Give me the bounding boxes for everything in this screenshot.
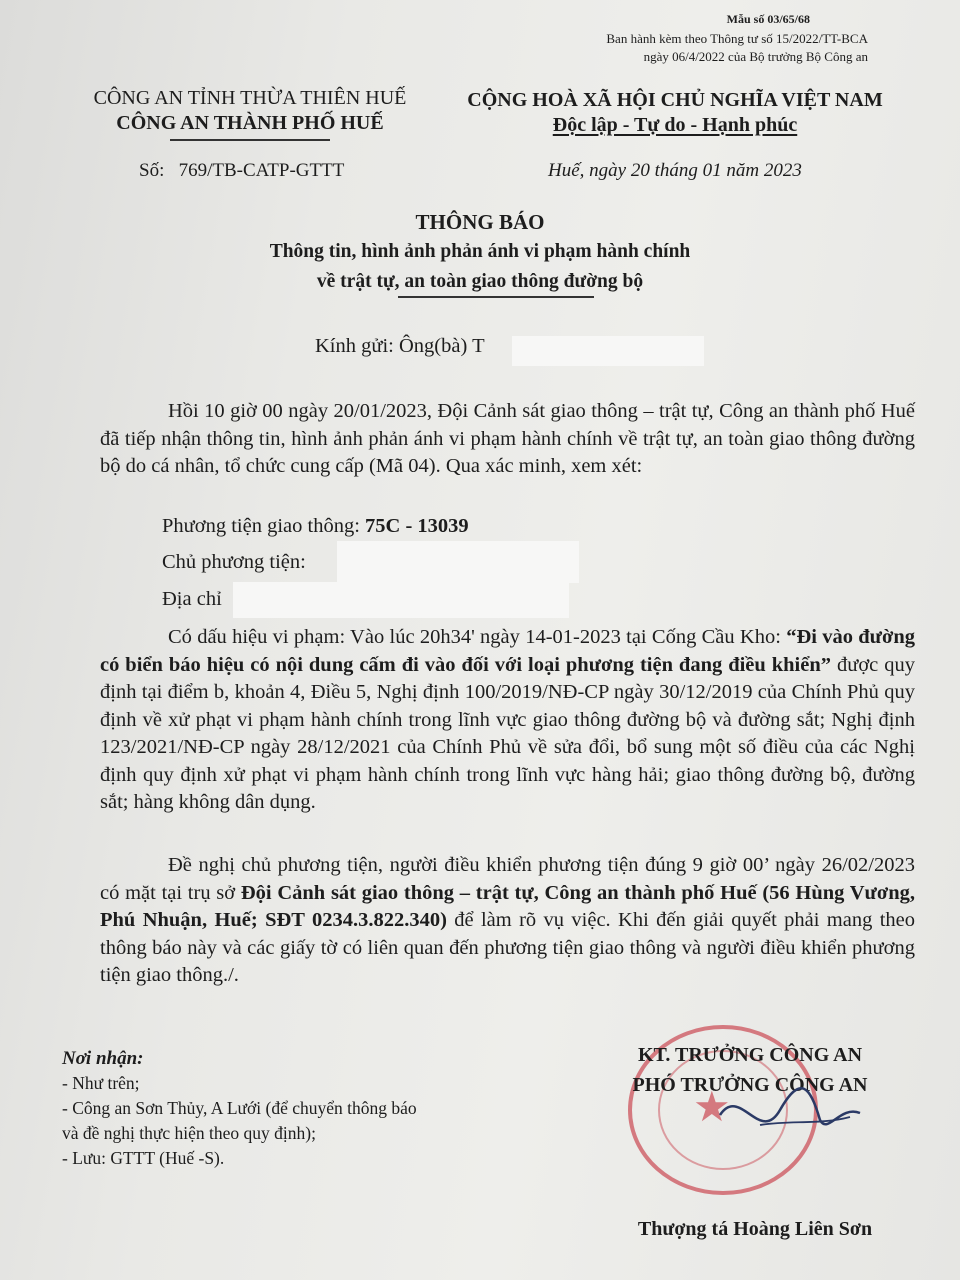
form-code: Mẫu số 03/65/68 [726, 12, 810, 26]
agency-header [80, 86, 420, 141]
recipient-item: và đề nghị thực hiện theo quy định); [62, 1123, 316, 1143]
vehicle-line [162, 515, 469, 538]
title-underline [398, 296, 594, 298]
country-name: CỘNG HOÀ XÃ HỘI CHỦ NGHĨA VIỆT NAM [467, 89, 883, 111]
intro-paragraph: Hồi 10 giờ 00 ngày 20/01/2023, Đội Cảnh sát giao thông – trật tự, Công an thành phố Huế đã tiếp nhận thông tin, hình ảnh phản ánh vi phạm hành chính về trật tự, an toàn giao thông đường bộ do cá nhân, tổ chức cung cấp (Mã 04). Qua xác minh, xem xét: [100, 400, 915, 477]
vehicle-plate: 75C - 13039 [365, 515, 469, 537]
signature-title-1: KT. TRƯỞNG CÔNG AN [637, 1044, 863, 1066]
owner-label: Chủ phương tiện: [162, 551, 306, 573]
document-title: THÔNG BÁO [415, 210, 545, 234]
recipients-label: Nơi nhận: [62, 1048, 144, 1069]
signer-name: Thượng tá Hoàng Liên Sơn [637, 1218, 873, 1240]
seal-star-icon: ★ [693, 1085, 731, 1131]
recipient-item: - Như trên; [62, 1073, 140, 1093]
redacted-address [233, 582, 569, 618]
place-date: Huế, ngày 20 tháng 01 năm 2023 [548, 160, 802, 181]
national-header [440, 88, 910, 138]
address-label: Địa chỉ [162, 588, 222, 610]
vehicle-label: Phương tiện giao thông: [162, 515, 366, 537]
request-prefix: Đề nghị chủ phương tiện, người điều khiển phương tiện đúng 9 giờ 00’ ngày 26/02/2023 có mặt tại trụ sở [100, 854, 915, 904]
violation-prefix: Có dấu hiệu vi phạm: Vào lúc 20h34' ngày 14-01-2023 tại Cống Cầu Kho: [168, 626, 787, 648]
violation-paragraph [100, 624, 915, 817]
agency-name-text: CÔNG AN THÀNH PHỐ HUẾ [116, 112, 384, 134]
document-number [139, 160, 344, 182]
document-subtitle-2: về trật tự, an toàn giao thông đường bộ [316, 271, 644, 292]
request-paragraph [100, 852, 915, 990]
redacted-name [512, 336, 704, 366]
handwritten-signature [700, 1075, 880, 1155]
addressee: Kính gửi: Ông(bà) T [315, 335, 485, 357]
number-label: Số: [139, 160, 165, 181]
owner-line [162, 551, 306, 574]
redacted-owner [337, 541, 579, 583]
recipients-block [62, 1046, 417, 1171]
form-reference-line-1: Ban hành kèm theo Thông tư số 15/2022/TT-BCA [606, 31, 868, 46]
request-rest: để làm rõ vụ việc. Khi đến giải quyết phải mang theo thông báo này và các giấy tờ có liên quan đến phương tiện giao thông và người điều khiển phương tiện giao thông./. [100, 909, 915, 986]
violation-legal-basis: được quy định tại điểm b, khoản 4, Điều 5, Nghị định 100/2019/NĐ-CP ngày 30/12/2019 của Chính Phủ quy định về xử phạt vi phạm hành chính trong lĩnh vực giao thông đường bộ và đường sắt; Nghị định 123/2021/NĐ-CP ngày 28/12/2021 của Chính Phủ về sửa đổi, bổ sung một số điều của các Nghị định quy định xử phạt vi phạm hành chính trong lĩnh vực hàng hải; giao thông đường bộ, đường sắt; hàng không dân dụng. [100, 653, 915, 813]
agency-underline [170, 139, 330, 141]
agency-name [80, 111, 420, 136]
motto [440, 113, 910, 138]
request-location: Đội Cảnh sát giao thông – trật tự, Công an thành phố Huế (56 Hùng Vương, Phú Nhuận, Huế; SĐT 0234.3.822.340) [100, 881, 915, 931]
address-line [162, 588, 222, 611]
agency-parent: CÔNG AN TỈNH THỪA THIÊN HUẾ [93, 87, 407, 109]
number-value: 769/TB-CATP-GTTT [178, 160, 345, 181]
document-subtitle-1: Thông tin, hình ảnh phản ánh vi phạm hành chính [269, 241, 691, 262]
motto-text: Độc lập - Tự do - Hạnh phúc [552, 114, 798, 136]
form-reference-line-2: ngày 06/4/2022 của Bộ trưởng Bộ Công an [643, 49, 868, 64]
recipient-item: - Lưu: GTTT (Huế -S). [62, 1148, 225, 1168]
signature-title-2: PHÓ TRƯỞNG CÔNG AN [632, 1074, 868, 1096]
violation-description: “Đi vào đường có biển báo hiệu có nội dung cấm đi vào đối với loại phương tiện đang điều khiển” [100, 626, 915, 676]
recipient-item: - Công an Sơn Thủy, A Lưới (để chuyển thông báo [62, 1098, 417, 1118]
